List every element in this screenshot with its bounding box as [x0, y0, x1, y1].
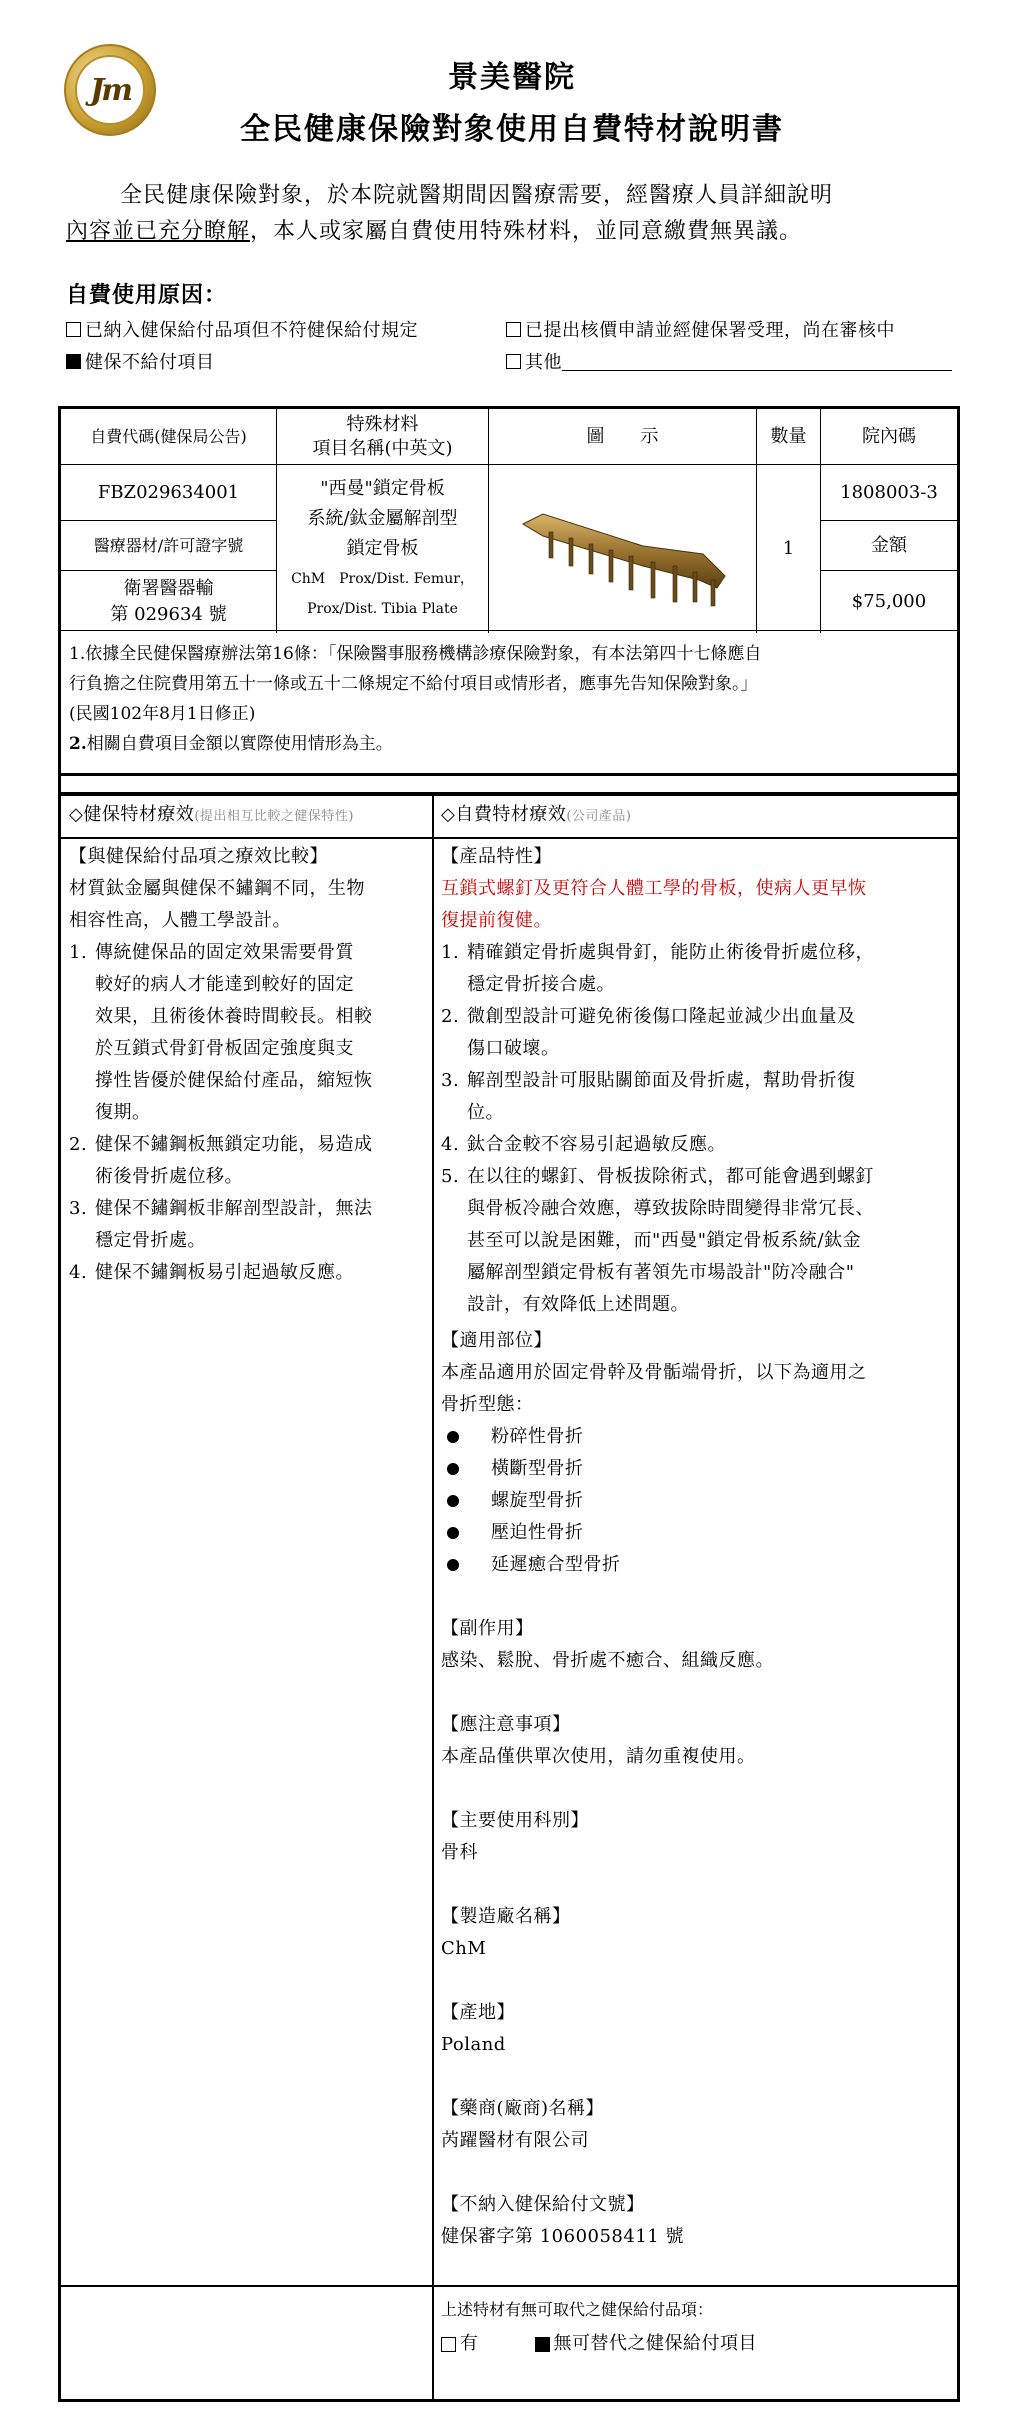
features-highlight-1: 互鎖式螺釘及更符合人體工學的骨板，使病人更早恢	[441, 878, 867, 899]
item-num: 3.	[441, 1070, 460, 1091]
code-header: 自費代碼(健保局公告)	[61, 409, 277, 465]
fracture-item	[441, 1485, 953, 1517]
caution-title: 【應注意事項】	[441, 1714, 571, 1735]
item-num: 4.	[441, 1134, 460, 1155]
document-title: 全民健康保險對象使用自費特材說明書	[240, 112, 784, 147]
vendor-title: 【藥商(廠商)名稱】	[441, 2098, 605, 2119]
fracture-item	[441, 1421, 953, 1453]
site-title: 【適用部位】	[441, 1330, 552, 1351]
alt-yes-option[interactable]	[441, 2327, 479, 2361]
fracture-item	[441, 1517, 953, 1549]
checkbox-checked[interactable]	[66, 354, 81, 369]
checkbox-unchecked[interactable]	[506, 354, 521, 369]
header-divider	[61, 837, 957, 839]
license-line-1: 衛署醫器輸	[123, 578, 214, 599]
item-line: 鈦合金較不容易引起過敏反應。	[467, 1134, 726, 1155]
item-line: 傷口破壞。	[467, 1038, 560, 1059]
item-line: 位。	[467, 1102, 504, 1123]
item-line: 健保不鏽鋼板易引起過敏反應。	[95, 1262, 354, 1283]
name-header	[277, 409, 489, 465]
feature-item-5	[441, 1161, 953, 1321]
figure-header: 圖 示	[489, 409, 757, 465]
name-header-2: 項目名稱(中英文)	[312, 437, 453, 459]
note-2-text: 相關自費項目金額以實際使用情形為主。	[86, 734, 393, 754]
manufacturer-title: 【製造廠名稱】	[441, 1906, 571, 1927]
footer-divider	[61, 2285, 957, 2287]
item-line: 術後骨折處位移。	[95, 1166, 243, 1187]
intro-line-2	[66, 214, 966, 250]
note-1b: 行負擔之住院費用第五十一條或五十二條規定不給付項目或情形者，應事先告知保險對象。」	[69, 674, 758, 694]
alternative-section	[441, 2293, 757, 2361]
notes-box	[58, 630, 960, 776]
checkbox-unchecked[interactable]	[506, 322, 521, 337]
origin-text: Poland	[441, 2034, 506, 2055]
right-header	[441, 799, 632, 833]
alternative-question: 上述特材有無可取代之健保給付品項：	[441, 2300, 714, 2319]
manufacturer-text: ChM	[441, 1938, 487, 1959]
checkbox-unchecked[interactable]	[441, 2337, 456, 2352]
intro-underlined: 內容並已充分瞭解	[66, 219, 251, 244]
item-line: 穩定骨折處。	[95, 1230, 206, 1251]
amount-value: $75,000	[851, 591, 927, 612]
reason-option-4[interactable]	[506, 348, 952, 374]
item-line: 在以往的螺釘、骨板拔除術式，都可能會遇到螺釘	[467, 1166, 874, 1187]
reason-option-2[interactable]	[506, 316, 895, 342]
item-figure	[489, 465, 757, 633]
reason-label: 已提出核價申請並經健保署受理，尚在審核中	[525, 320, 895, 341]
note-1a: 1.依據全民健保醫療辦法第16條：「保險醫事服務機構診療保險對象，有本法第四十七條應自	[69, 644, 762, 664]
fracture-label: 壓迫性骨折	[491, 1522, 584, 1543]
license-line-2: 第 029634 號	[110, 604, 227, 625]
site-line-2: 骨折型態：	[441, 1394, 534, 1415]
other-reason-line[interactable]	[562, 352, 952, 371]
license-value	[61, 571, 277, 633]
feature-item-2	[441, 1001, 953, 1065]
item-line: 效果，且術後休養時間較長。相較	[95, 1006, 373, 1027]
reason-label: 已納入健保給付品項但不符健保給付規定	[85, 320, 418, 341]
reason-label: 其他	[525, 352, 562, 373]
department-title: 【主要使用科別】	[441, 1810, 589, 1831]
alt-no-option[interactable]	[535, 2327, 758, 2361]
fracture-item	[441, 1549, 953, 1581]
item-num: 1.	[441, 942, 460, 963]
item-line: 屬解剖型鎖定骨板有著領先市場設計"防冷融合"	[467, 1262, 855, 1283]
qty-value: 1	[757, 465, 821, 633]
features-list	[441, 937, 953, 1321]
item-num: 4.	[69, 1262, 88, 1283]
origin-title: 【產地】	[441, 2002, 515, 2023]
left-item-3	[69, 1193, 425, 1257]
left-section-title: 【與健保給付品項之療效比較】	[69, 846, 328, 867]
item-line: 撐性皆優於健保給付產品，縮短恢	[95, 1070, 373, 1091]
right-header-note: (公司產品)	[566, 809, 632, 824]
item-line: 復期。	[95, 1102, 151, 1123]
left-header	[69, 799, 354, 833]
item-line: 健保不鏽鋼板無鎖定功能，易造成	[95, 1134, 373, 1155]
intro-paragraph	[66, 178, 966, 250]
item-line: 精確鎖定骨折處與骨釘，能防止術後骨折處位移，	[467, 942, 874, 963]
fracture-label: 粉碎性骨折	[491, 1426, 584, 1447]
left-item-1	[69, 937, 425, 1129]
alt-no-label: 無可替代之健保給付項目	[553, 2333, 757, 2354]
reason-label: 健保不給付項目	[85, 352, 215, 373]
features-title: 【產品特性】	[441, 846, 552, 867]
right-body	[441, 841, 953, 2253]
hosp-code-value: 1808003-3	[821, 465, 957, 521]
bullet-icon	[447, 1463, 459, 1475]
item-line: 甚至可以說是困難，而"西曼"鎖定骨板系統/鈦金	[467, 1230, 862, 1251]
fracture-label: 螺旋型骨折	[491, 1490, 584, 1511]
hosp-code-header: 院內碼	[821, 409, 957, 465]
reason-title: 自費使用原因：	[66, 282, 228, 308]
left-intro-1: 材質鈦金屬與健保不鏽鋼不同，生物	[69, 878, 365, 899]
note-1c: (民國102年8月1日修正)	[69, 704, 256, 724]
left-header-note: (提出相互比較之健保特性)	[194, 809, 354, 824]
note-2	[69, 729, 949, 759]
intro-line-2-rest: ，本人或家屬自費使用特殊材料，並同意繳費無異議。	[250, 219, 803, 244]
name-zh-2: 系統/鈦金屬解剖型	[307, 508, 458, 529]
column-divider	[432, 795, 434, 2399]
reason-option-1[interactable]	[66, 316, 418, 342]
feature-item-3	[441, 1065, 953, 1129]
amount-header: 金額	[821, 521, 957, 571]
name-zh-1: "西曼"鎖定骨板	[320, 478, 445, 499]
reason-option-3[interactable]	[66, 348, 215, 374]
item-line: 健保不鏽鋼板非解剖型設計，無法	[95, 1198, 373, 1219]
name-en-1: ChM Prox/Dist. Femur，	[291, 571, 474, 587]
side-effect-title: 【副作用】	[441, 1618, 534, 1639]
comparison-table	[58, 792, 960, 2402]
bullet-icon	[447, 1495, 459, 1507]
fracture-item	[441, 1453, 953, 1485]
left-body	[69, 841, 425, 1289]
item-line: 傳統健保品的固定效果需要骨質	[95, 942, 354, 963]
item-line: 與骨板冷融合效應，導致拔除時間變得非常冗長、	[467, 1198, 874, 1219]
bullet-icon	[447, 1527, 459, 1539]
item-num: 5.	[441, 1166, 460, 1187]
doc-number-text: 健保審字第 1060058411 號	[441, 2226, 684, 2247]
item-line: 穩定骨折接合處。	[467, 974, 615, 995]
item-line: 設計，有效降低上述問題。	[467, 1294, 689, 1315]
intro-line-1: 全民健康保險對象，於本院就醫期間因醫療需要，經醫療人員詳細說明	[120, 183, 834, 208]
item-num: 1.	[69, 942, 88, 963]
code-value: FBZ029634001	[61, 465, 277, 521]
department-text: 骨科	[441, 1842, 478, 1863]
fracture-label: 橫斷型骨折	[491, 1458, 584, 1479]
bullet-icon	[447, 1559, 459, 1571]
checkbox-unchecked[interactable]	[66, 322, 81, 337]
doc-number-title: 【不納入健保給付文號】	[441, 2194, 645, 2215]
item-name	[277, 465, 489, 633]
name-zh-3: 鎖定骨板	[346, 538, 419, 559]
checkbox-checked[interactable]	[535, 2337, 550, 2352]
site-line-1: 本產品適用於固定骨幹及骨骺端骨折，以下為適用之	[441, 1362, 867, 1383]
features-highlight-2: 復提前復健。	[441, 910, 552, 931]
fracture-label: 延遲癒合型骨折	[491, 1554, 621, 1575]
vendor-text: 芮躍醫材有限公司	[441, 2130, 589, 2151]
name-header-1: 特殊材料	[346, 413, 419, 435]
item-line: 解剖型設計可服貼關節面及骨折處，幫助骨折復	[467, 1070, 856, 1091]
hospital-name: 景美醫院	[448, 60, 576, 95]
feature-item-4	[441, 1129, 953, 1161]
name-en-2: Prox/Dist. Tibia Plate	[307, 601, 458, 617]
left-item-2	[69, 1129, 425, 1193]
item-num: 2.	[441, 1006, 460, 1027]
bone-plate-image	[503, 484, 743, 614]
alt-yes-label: 有	[460, 2333, 479, 2354]
license-header: 醫療器材/許可證字號	[61, 521, 277, 571]
item-num: 3.	[69, 1198, 88, 1219]
feature-item-1	[441, 937, 953, 1001]
item-line: 較好的病人才能達到較好的固定	[95, 974, 354, 995]
bullet-icon	[447, 1431, 459, 1443]
item-line: 微創型設計可避免術後傷口隆起並減少出血量及	[467, 1006, 856, 1027]
left-list	[69, 937, 425, 1289]
right-header-title: ◇自費特材療效	[441, 804, 567, 825]
caution-text: 本產品僅供單次使用，請勿重複使用。	[441, 1746, 756, 1767]
left-intro-2: 相容性高，人體工學設計。	[69, 910, 291, 931]
side-effect-text: 感染、鬆脫、骨折處不癒合、組織反應。	[441, 1650, 774, 1671]
note-2-num: 2.	[69, 734, 87, 754]
item-line: 於互鎖式骨釘骨板固定強度與支	[95, 1038, 354, 1059]
left-item-4	[69, 1257, 425, 1289]
left-header-title: ◇健保特材療效	[69, 804, 195, 825]
logo-text: Jm	[90, 72, 130, 108]
qty-header: 數量	[757, 409, 821, 465]
item-num: 2.	[69, 1134, 88, 1155]
